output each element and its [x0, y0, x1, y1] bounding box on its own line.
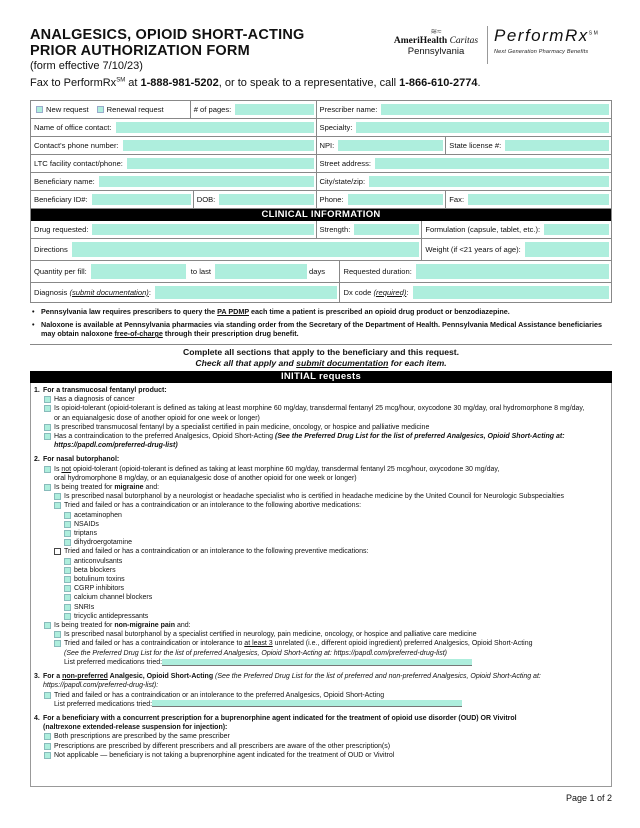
question-2: 2. For nasal butorphanol:: [34, 456, 120, 464]
drug-requested-field[interactable]: [92, 224, 313, 235]
abortive-dhe-checkbox[interactable]: [64, 539, 71, 546]
q2-three-opioids-checkbox[interactable]: [54, 640, 61, 647]
q1-specialist-checkbox[interactable]: [44, 424, 51, 431]
q1-opioid-tolerant-checkbox[interactable]: [44, 405, 51, 412]
strength-field[interactable]: [354, 224, 419, 235]
q4-different-prescribers-checkbox[interactable]: [44, 743, 51, 750]
logos: [384, 26, 614, 66]
pa-pdmp-link[interactable]: PA PDMP: [217, 307, 249, 316]
npi-field[interactable]: [338, 140, 443, 151]
q1-cancer-checkbox[interactable]: [44, 396, 51, 403]
preventive-beta-blockers-checkbox[interactable]: [64, 567, 71, 574]
q2-migraine-checkbox[interactable]: [44, 484, 51, 491]
renewal-request-checkbox[interactable]: [97, 106, 104, 113]
city-state-zip-field[interactable]: [369, 176, 609, 187]
abortive-acetaminophen-checkbox[interactable]: [64, 512, 71, 519]
wave-icon: ≋≈: [430, 27, 442, 36]
free-of-charge-link[interactable]: free-of-charge: [114, 329, 163, 338]
fax-number: 1-888-981-5202: [140, 77, 219, 89]
q4-not-applicable-checkbox[interactable]: [44, 752, 51, 759]
quantity-field[interactable]: [91, 264, 186, 279]
q1-contraindication-checkbox[interactable]: [44, 433, 51, 440]
q1-pdl-link[interactable]: https://papdl.com/preferred-drug-list): [54, 442, 178, 450]
naloxone-note: • Naloxone is available at Pennsylvania pharmacies via standing order from the Secretary of the Department of Health. Pennsylvania Medical Assistance beneficiaries may obtain naloxone free-of-charge through their prescription drug benefit.: [30, 320, 612, 338]
abortive-triptans-checkbox[interactable]: [64, 530, 71, 537]
request-type-cell: New request Renewal request: [31, 101, 191, 118]
q2-not-tolerant-checkbox[interactable]: [44, 466, 51, 473]
logo-divider: [487, 26, 488, 64]
diagnosis-field[interactable]: [155, 286, 338, 299]
question-3: 3. For a non-preferred Analgesic, Opioid Short-Acting (See the Preferred Drug List for the list of preferred and non-preferred Analgesics, Opioid Short-Acting at:: [34, 673, 541, 681]
notes-section: [30, 307, 612, 342]
fax-field[interactable]: [468, 194, 609, 205]
formulation-field[interactable]: [544, 224, 609, 235]
preventive-cgrp-checkbox[interactable]: [64, 585, 71, 592]
prescriber-name-field[interactable]: [381, 104, 609, 115]
specialty-field[interactable]: [356, 122, 609, 133]
preventive-tca-checkbox[interactable]: [64, 613, 71, 620]
instructions: Complete all sections that apply to the beneficiary and this request. Check all that apply and submit documentation for each item.: [30, 344, 612, 368]
q2-non-migraine-checkbox[interactable]: [44, 622, 51, 629]
initial-requests-header: INITIAL requests: [30, 371, 612, 383]
q3-meds-tried-field[interactable]: [152, 700, 462, 707]
weight-field[interactable]: [525, 242, 609, 257]
pdmp-note: • Pennsylvania law requires prescribers to query the PA PDMP each time a patient is prescribed an opioid drug product or benzodiazepine.: [30, 307, 612, 316]
question-1: 1. For a transmucosal fentanyl product:: [34, 387, 167, 394]
requested-duration-field[interactable]: [416, 264, 609, 279]
effective-date: (form effective 7/10/23): [30, 60, 143, 72]
office-contact-field[interactable]: [116, 122, 314, 133]
state-license-field[interactable]: [505, 140, 609, 151]
street-address-field[interactable]: [375, 158, 609, 169]
request-form-grid: New request Renewal request # of pages: Prescriber name: Name of office contact: Specialty: Contact's phone number: NPI: State license #: LTC facility contact/phone: Street address: Beneficiary name: City/state/zip: Beneficiary ID#: DOB: Phone: Fax: CLINICAL INFORMATION Drug requested: Strength: Formulation (capsule, tablet, etc.): Directions Weight (if <21 years of age): Quantity per fill: to last days Requested duration: Diagnosis (submit documentation): Dx code (required):: [30, 100, 612, 303]
q3-pdl-link[interactable]: https://papdl.com/preferred-drug-list):: [43, 682, 159, 690]
contact-phone-field[interactable]: [123, 140, 314, 151]
q2-preventive-checkbox[interactable]: [54, 548, 61, 555]
question-4: 4. For a beneficiary with a concurrent prescription for a buprenorphine agent indicated for the treatment of opioid use disorder (OUD) OR Vivitrol: [34, 714, 517, 722]
abortive-nsaids-checkbox[interactable]: [64, 521, 71, 528]
rep-phone: 1-866-610-2774: [399, 77, 478, 89]
beneficiary-id-field[interactable]: [92, 194, 191, 205]
dx-code-field[interactable]: [413, 286, 610, 299]
dob-field[interactable]: [219, 194, 313, 205]
q2-abortive-checkbox[interactable]: [54, 502, 61, 509]
form-title: ANALGESICS, OPIOID SHORT-ACTING PRIOR AUTHORIZATION FORM: [30, 27, 305, 59]
clinical-info-header: CLINICAL INFORMATION: [31, 209, 612, 221]
days-field[interactable]: [215, 264, 307, 279]
initial-requests-body: 1. For a transmucosal fentanyl product: Has a diagnosis of cancer Is opioid-tolerant (opioid-tolerant is defined as taking at least morphine 60 mg/day, transdermal fentanyl 25 mcg/hour, oxycodone 30 mg/day, oral hydromorphone 8 mg/day, or an equianalgesic dose of another opioid for one week or longer) Is prescribed transmucosal fentanyl by a specialist certified in pain medicine, oncology, or hospice and palliative medicine Has a contraindication to the preferred Analgesics, Opioid Short-Acting (See the Preferred Drug List for the list of preferred Analgesics, Opioid Short-Acting at: https://papdl.com/preferred-drug-list) 2. For nasal butorphanol: Is not opioid-tolerant (opioid-tolerant is defined as taking at least morphine 60 mg/day, transdermal fentanyl 25 mcg/hour, oxycodone 30 mg/day, oral hydromorphone 8 mg/day, or an equianalgesic dose of another opioid for one week or longer) Is being treated for migraine and: Is prescribed nasal butorphanol by a neurologist or headache specialist who is certified in headache medicine by the United Council for Neurologic Subspecialties Tried and failed or has a contraindication or an intolerance to the following abortive medications: acetaminophen NSAIDs triptans dihydroergotamine Tried and failed or has a contraindication or an intolerance to the following preventive medications: anticonvulsants beta blockers botulinum toxins CGRP inhibitors calcium channel blockers SNRIs tricyclic antidepressants Is being treated for non-migraine pain and: Is prescribed nasal butorphanol by a specialist certified in neurology, pain medicine, oncology, or hospice and palliative care medicine Tried and failed or has a contraindication or intolerance to at least 3 unrelated (i.e., different opioid ingredient) preferred Analgesics, Opioid Short-Acting (See the Preferred Drug List for the list of preferred Analgesics, Opioid Short-Acting at: https://papdl.com/preferred-drug-list) List preferred medications tried: 3. For a non-preferred Analgesic, Opioid Short-Acting (See the Preferred Drug List for the list of preferred and non-preferred Analgesics, Opioid Short-Acting at: https://papdl.com/preferred-drug-list): Tried and failed or has a contraindication or an intolerance to the preferred Analgesics, Opioid Short-Acting List preferred medications tried: 4. For a beneficiary with a concurrent prescription for a buprenorphine agent indicated for the treatment of opioid use disorder (OUD) OR Vivitrol (naltrexone extended-release suspension for injection): Both prescriptions are prescribed by the same prescriber Prescriptions are prescribed by different prescribers and all prescribers are aware of the other prescription(s) Not applicable — beneficiary is not taking a buprenorphine agent indicated for the treatment of OUD or Vivitrol: [30, 383, 612, 787]
preventive-ccb-checkbox[interactable]: [64, 594, 71, 601]
q3-tried-failed-checkbox[interactable]: [44, 692, 51, 699]
amerihealth-logo: ≋≈ AmeriHealth Caritas Pennsylvania: [390, 28, 482, 57]
preventive-snris-checkbox[interactable]: [64, 604, 71, 611]
ltc-contact-field[interactable]: [127, 158, 314, 169]
fax-line: Fax to PerformRx℠ at 1-888-981-5202, or to speak to a representative, call 1-866-610-2774.: [30, 77, 481, 89]
q4-same-prescriber-checkbox[interactable]: [44, 733, 51, 740]
beneficiary-name-field[interactable]: [99, 176, 314, 187]
q2-headache-specialist-checkbox[interactable]: [54, 493, 61, 500]
preventive-anticonvulsants-checkbox[interactable]: [64, 558, 71, 565]
performrx-logo: PerformRx℠ Next Generation Pharmacy Benefits: [494, 26, 600, 55]
num-pages-field[interactable]: [235, 104, 313, 115]
phone-field[interactable]: [348, 194, 444, 205]
directions-field[interactable]: [72, 242, 420, 257]
q2-meds-tried-field[interactable]: [162, 659, 472, 666]
page-number: Page 1 of 2: [565, 793, 612, 803]
new-request-checkbox[interactable]: [36, 106, 43, 113]
form-header: [30, 27, 330, 72]
preventive-botulinum-checkbox[interactable]: [64, 576, 71, 583]
q2-pain-specialist-checkbox[interactable]: [54, 631, 61, 638]
